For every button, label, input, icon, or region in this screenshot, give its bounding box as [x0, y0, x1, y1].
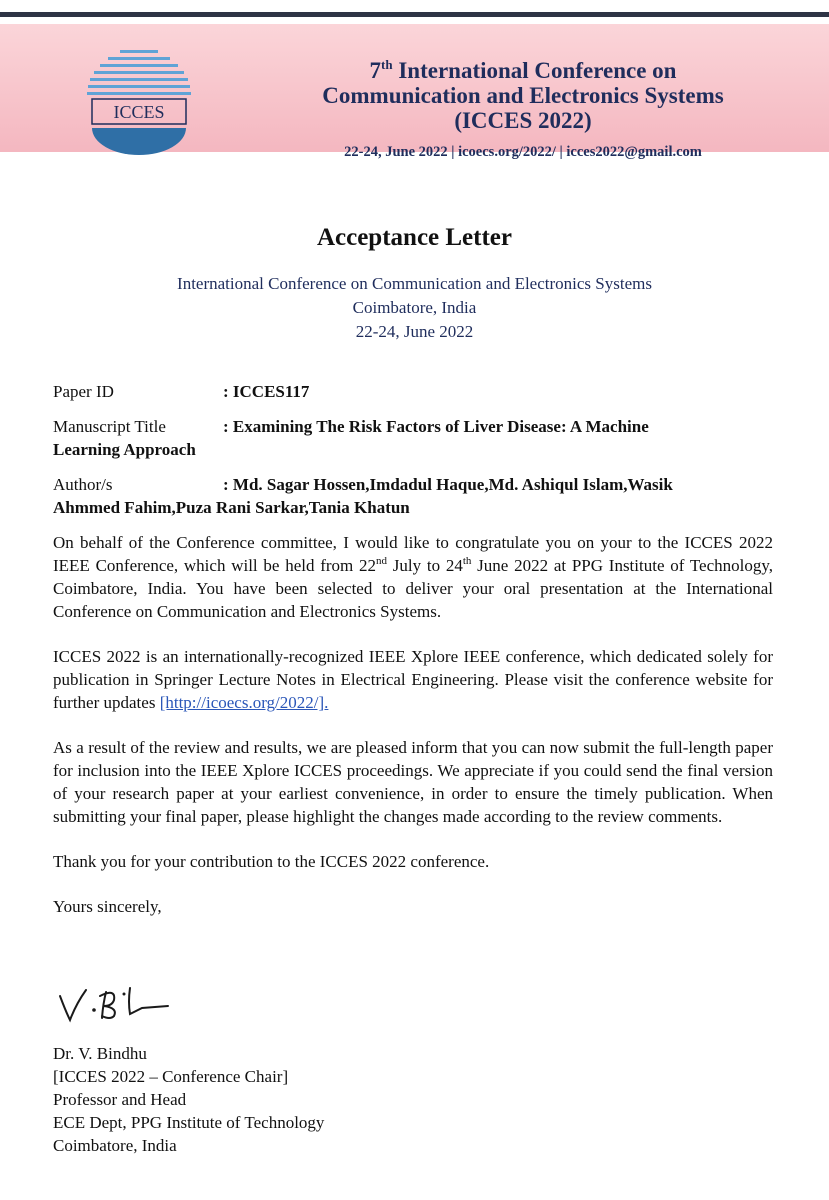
conference-banner — [0, 24, 829, 160]
manuscript-title-field — [53, 415, 773, 461]
letter-title: Acceptance Letter — [316, 224, 513, 251]
paragraph-thanks: Thank you for your contribution to the ICCES 2022 conference. — [53, 852, 490, 871]
letter-subheading — [0, 272, 829, 344]
paper-id-value: : ICCES117 — [223, 382, 310, 401]
manuscript-title-label: Manuscript Title — [53, 417, 166, 436]
manuscript-title-continued: Learning Approach — [53, 440, 196, 459]
conference-title-line3: (ICCES 2022) — [454, 108, 592, 133]
authors-value: : Md. Sagar Hossen,Imdadul Haque,Md. Ashiqul Islam,Wasik — [223, 475, 673, 494]
closing-salutation: Yours sincerely, — [53, 897, 162, 916]
authors-continued: Ahmmed Fahim,Puza Rani Sarkar,Tania Khatun — [53, 498, 410, 517]
letter-content — [53, 380, 773, 918]
ordinal-suffix: th — [381, 57, 393, 72]
paper-id-field — [53, 380, 773, 403]
conference-meta: 22-24, June 2022 | icoecs.org/2022/ | icces2022@gmail.com — [344, 144, 702, 160]
paragraph-submission: As a result of the review and results, we are pleased inform that you can now submit the full-length paper for inclusion into the IEEE Xplore ICCES proceedings. We appreciate if you could send the final version of your research paper at your earliest convenience, in order to ensure the timely publication. When submitting your final paper, please highlight the changes made according to the review comments. — [53, 738, 773, 826]
subheading-location: Coimbatore, India — [352, 298, 477, 317]
subheading-dates: 22-24, June 2022 — [355, 322, 474, 341]
authors-label: Author/s — [53, 475, 113, 494]
paper-id-label: Paper ID — [53, 382, 114, 401]
paragraph-congratulations: On behalf of the Conference committee, I would like to congratulate you on your to the ICCES 2022 IEEE Conference, which will be held from 22nd July to 24th June 2022 at PPG Institute of Technology, Coimbatore, India. You have been selected to deliver your oral presentation at the International Conference on Communication and Electronics Systems. — [53, 533, 774, 621]
logo-text: ICCES — [113, 102, 165, 122]
top-rule — [0, 12, 829, 17]
signatory-name: Dr. V. Bindhu — [53, 1044, 147, 1063]
conference-website-link[interactable]: [http://icoecs.org/2022/]. — [159, 693, 329, 712]
conference-title-line1 — [240, 58, 806, 83]
signatory-role: [ICCES 2022 – Conference Chair] — [53, 1067, 289, 1086]
signatory-position: Professor and Head — [53, 1090, 187, 1109]
paragraph-conference-info: ICCES 2022 is an internationally-recognized IEEE Xplore IEEE conference, which dedicated solely for publication in Springer Lecture Notes in Electrical Engineering. Please visit the conference website for further updates [http://icoecs.org/2022/]. — [53, 647, 773, 712]
conference-title-line2: Communication and Electronics Systems — [322, 83, 724, 108]
signatory-department: ECE Dept, PPG Institute of Technology — [53, 1113, 325, 1132]
ordinal-number: 7 — [369, 58, 382, 83]
conference-heading — [240, 58, 806, 161]
signatory-location: Coimbatore, India — [53, 1136, 177, 1155]
signatory-block — [53, 1042, 324, 1157]
subheading-conference: International Conference on Communication and Electronics Systems — [177, 274, 652, 293]
authors-field — [53, 473, 773, 519]
signature-image — [56, 982, 176, 1030]
manuscript-title-value: : Examining The Risk Factors of Liver Disease: A Machine — [223, 417, 649, 436]
icces-logo-icon — [84, 48, 194, 160]
conference-title-rest: International Conference on — [392, 58, 677, 83]
